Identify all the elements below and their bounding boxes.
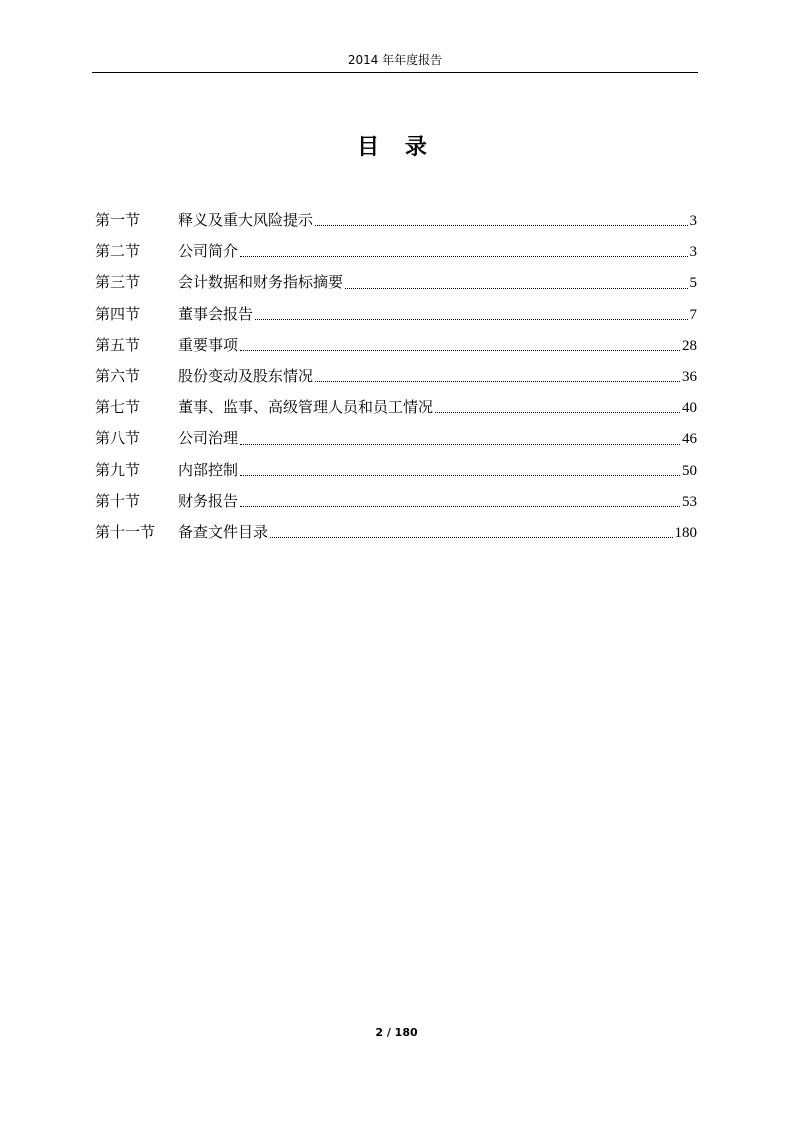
toc-dot-leader [315, 225, 687, 226]
toc-dot-leader [240, 444, 680, 445]
toc-dot-leader [240, 350, 680, 351]
toc-dot-leader [240, 506, 680, 507]
toc-dot-leader [270, 537, 672, 538]
header-divider [92, 72, 698, 73]
page-title: 目 录 [357, 135, 436, 160]
toc-section-title: 公司治理 [178, 429, 239, 448]
toc-section-number: 第十节 [95, 491, 141, 510]
toc-dot-leader [435, 412, 680, 413]
toc-section-number: 第九节 [95, 460, 141, 479]
toc-section-title: 备查文件目录 [178, 522, 269, 541]
toc-entry[interactable] [95, 330, 697, 361]
toc-page-number: 40 [682, 400, 697, 417]
toc-dot-leader [255, 319, 687, 320]
toc-page-number: 180 [674, 524, 697, 541]
toc-section-title: 股份变动及股东情况 [178, 366, 314, 385]
toc-page-number: 50 [682, 462, 697, 479]
toc-page-number: 36 [682, 368, 697, 385]
toc-section-title: 内部控制 [178, 460, 239, 479]
toc-section-number: 第五节 [95, 335, 141, 354]
page-header: 2014 年年度报告 [347, 53, 443, 67]
toc-entry[interactable] [95, 299, 697, 330]
toc-section-number: 第十一节 [95, 522, 156, 541]
toc-entry[interactable] [95, 236, 697, 267]
toc-section-number: 第八节 [95, 429, 141, 448]
toc-entry[interactable] [95, 361, 697, 392]
toc-entry[interactable] [95, 517, 697, 548]
toc-section-title: 释义及重大风险提示 [178, 211, 314, 229]
toc-section-number: 第一节 [95, 211, 141, 229]
toc-section-number: 第二节 [95, 242, 141, 261]
toc-section-number: 第七节 [95, 398, 141, 417]
toc-entry[interactable] [95, 455, 697, 486]
toc-entry[interactable] [95, 486, 697, 517]
toc-page-number: 3 [689, 244, 697, 261]
toc-entry[interactable] [95, 205, 697, 236]
toc-page-number: 28 [682, 337, 697, 354]
page-number-footer: 2 / 180 [375, 1026, 418, 1039]
toc-entry[interactable] [95, 267, 697, 298]
toc-page-number: 5 [689, 275, 697, 292]
toc-dot-leader [345, 288, 687, 289]
toc-section-number: 第四节 [95, 304, 141, 323]
toc-section-title: 财务报告 [178, 491, 239, 510]
toc-entry[interactable] [95, 423, 697, 454]
toc-page-number: 3 [689, 213, 697, 229]
toc-page-number: 53 [682, 493, 697, 510]
toc-section-title: 公司简介 [178, 242, 239, 261]
toc-dot-leader [240, 256, 687, 257]
toc-entry[interactable] [95, 392, 697, 423]
toc-page-number: 46 [682, 431, 697, 448]
toc-dot-leader [240, 475, 680, 476]
toc-section-title: 董事会报告 [178, 304, 254, 323]
toc-dot-leader [315, 381, 680, 382]
toc-section-number: 第三节 [95, 273, 141, 292]
toc-page-number: 7 [689, 306, 697, 323]
toc-section-number: 第六节 [95, 366, 141, 385]
toc-section-title: 董事、监事、高级管理人员和员工情况 [178, 398, 434, 417]
toc-section-title: 会计数据和财务指标摘要 [178, 273, 344, 292]
toc-section-title: 重要事项 [178, 335, 239, 354]
table-of-contents [95, 205, 697, 548]
